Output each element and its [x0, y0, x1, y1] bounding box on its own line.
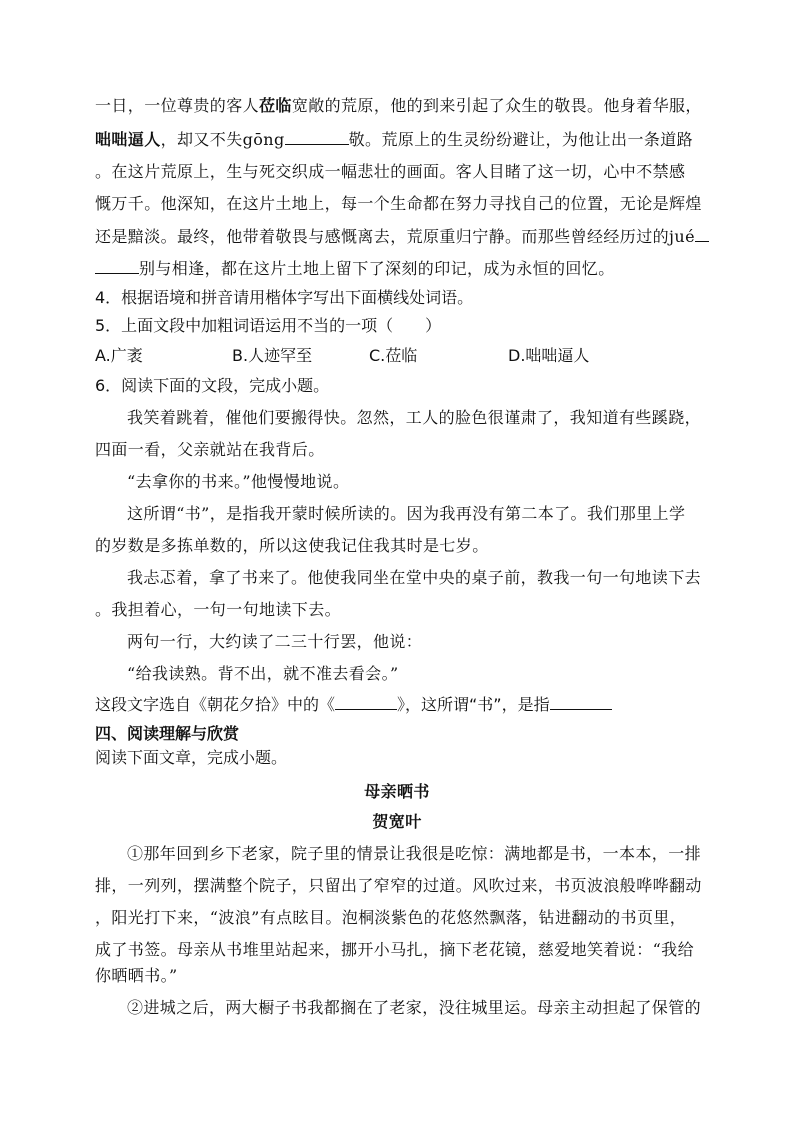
section-heading: 四、阅读理解与欣赏: [95, 724, 240, 743]
excerpt-line: 四面一看，父亲就站在我背后。: [95, 440, 325, 459]
excerpt-line: 的岁数是多拣单数的，所以这使我记住我其时是七岁。: [95, 536, 489, 555]
passage1-line-4: 慨万千。他深知，在这片土地上，每一个生命都在努力寻找自己的位置，无论是辉煌: [95, 194, 702, 213]
bold-word-duoduobiren: 咄咄逼人: [95, 130, 161, 149]
answer-blank-gong[interactable]: [285, 127, 349, 145]
article-line: 你晒晒书。”: [95, 966, 178, 985]
article-line: ，阳光打下来，“波浪”有点眩目。泡桐淡紫色的花悠然飘落，钻进翻动的书页里，: [95, 908, 687, 927]
passage1-line-1: [95, 94, 705, 118]
option-c[interactable]: C.莅临: [369, 346, 418, 365]
passage-text: ，却又不失gōng: [160, 130, 285, 149]
article-author: 贺宽叶: [372, 812, 422, 831]
section-intro: 阅读下面文章，完成小题。: [95, 748, 288, 767]
excerpt-line: 两句一行，大约读了二三十行罢，他说：: [127, 632, 423, 651]
excerpt-line: 我笑着跳着，催他们要搬得快。忽然，工人的脸色很谨肃了，我知道有些蹊跷，: [127, 408, 702, 427]
article-line: ②进城之后，两大橱子书我都搁在了老家，没往城里运。母亲主动担起了保管的: [127, 998, 702, 1017]
excerpt-line: 我忐忑着，拿了书来了。他使我同坐在堂中央的桌子前，教我一句一句地读下去: [127, 568, 702, 587]
option-a[interactable]: A.广袤: [95, 346, 143, 365]
excerpt-line: “去拿你的书来。”他慢慢地说。: [127, 472, 350, 491]
article-line: ①那年回到乡下老家，院子里的情景让我很是吃惊：满地都是书，一本本，一排: [127, 844, 702, 863]
passage-text: 别与相逢，都在这片土地上留下了深刻的印记，成为永恒的回忆。: [139, 259, 615, 278]
passage-text: 还是黯淡。最终，他带着敬畏与感慨离去，荒原重归宁静。而那些曾经经历过的jué: [95, 227, 695, 246]
passage1-line-3: 。在这片荒原上，生与死交织成一幅悲壮的画面。客人目睹了这一切，心中不禁感: [95, 162, 686, 181]
option-d[interactable]: D.咄咄逼人: [508, 346, 590, 365]
question-5-stem: 5．上面文段中加粗词语运用不当的一项（ ）: [95, 316, 442, 335]
ask-text: 》，这所谓“书”，是指: [397, 695, 550, 714]
answer-blank-chapter[interactable]: [335, 692, 397, 710]
article-line: 排，一列列，摆满整个院子，只留出了窄窄的过道。风吹过来，书页波浪般哗哗翻动: [95, 876, 702, 895]
excerpt-line: “给我读熟。背不出，就不准去看会。”: [127, 664, 399, 683]
article-line: 成了书签。母亲从书堆里站起来，挪开小马扎，摘下老花镜，慈爱地笑着说：“我给: [95, 940, 694, 959]
answer-blank-book[interactable]: [550, 692, 612, 710]
question-4: 4．根据语境和拼音请用楷体字写出下面横线处词语。: [95, 288, 474, 307]
question-6-stem: 6．阅读下面的文段，完成小题。: [95, 376, 330, 395]
bold-word-lilin: 莅临: [259, 96, 292, 115]
passage-text: 宽敞的荒原，他的到来引起了众生的敬畏。他身着华服，: [291, 96, 702, 115]
answer-blank-jue-end[interactable]: [95, 256, 139, 274]
question-6-ask: [95, 692, 705, 717]
passage1-line-6: [95, 256, 705, 281]
answer-blank-jue-start[interactable]: [695, 224, 709, 242]
passage1-line-5: [95, 224, 705, 249]
article-title: 母亲晒书: [364, 782, 430, 801]
excerpt-line: 这所谓“书”，是指我开蒙时候所读的。因为我再没有第二本了。我们那里上学: [127, 504, 686, 523]
excerpt-line: 。我担着心，一句一句地读下去。: [95, 600, 342, 619]
passage-text: 一日，一位尊贵的客人: [95, 96, 260, 115]
passage1-line-2: [95, 127, 705, 152]
passage-text: 敬。荒原上的生灵纷纷避让，为他让出一条道路: [348, 130, 694, 149]
option-b[interactable]: B.人迹罕至: [232, 346, 313, 365]
ask-text: 这段文字选自《朝花夕拾》中的《: [95, 695, 336, 714]
